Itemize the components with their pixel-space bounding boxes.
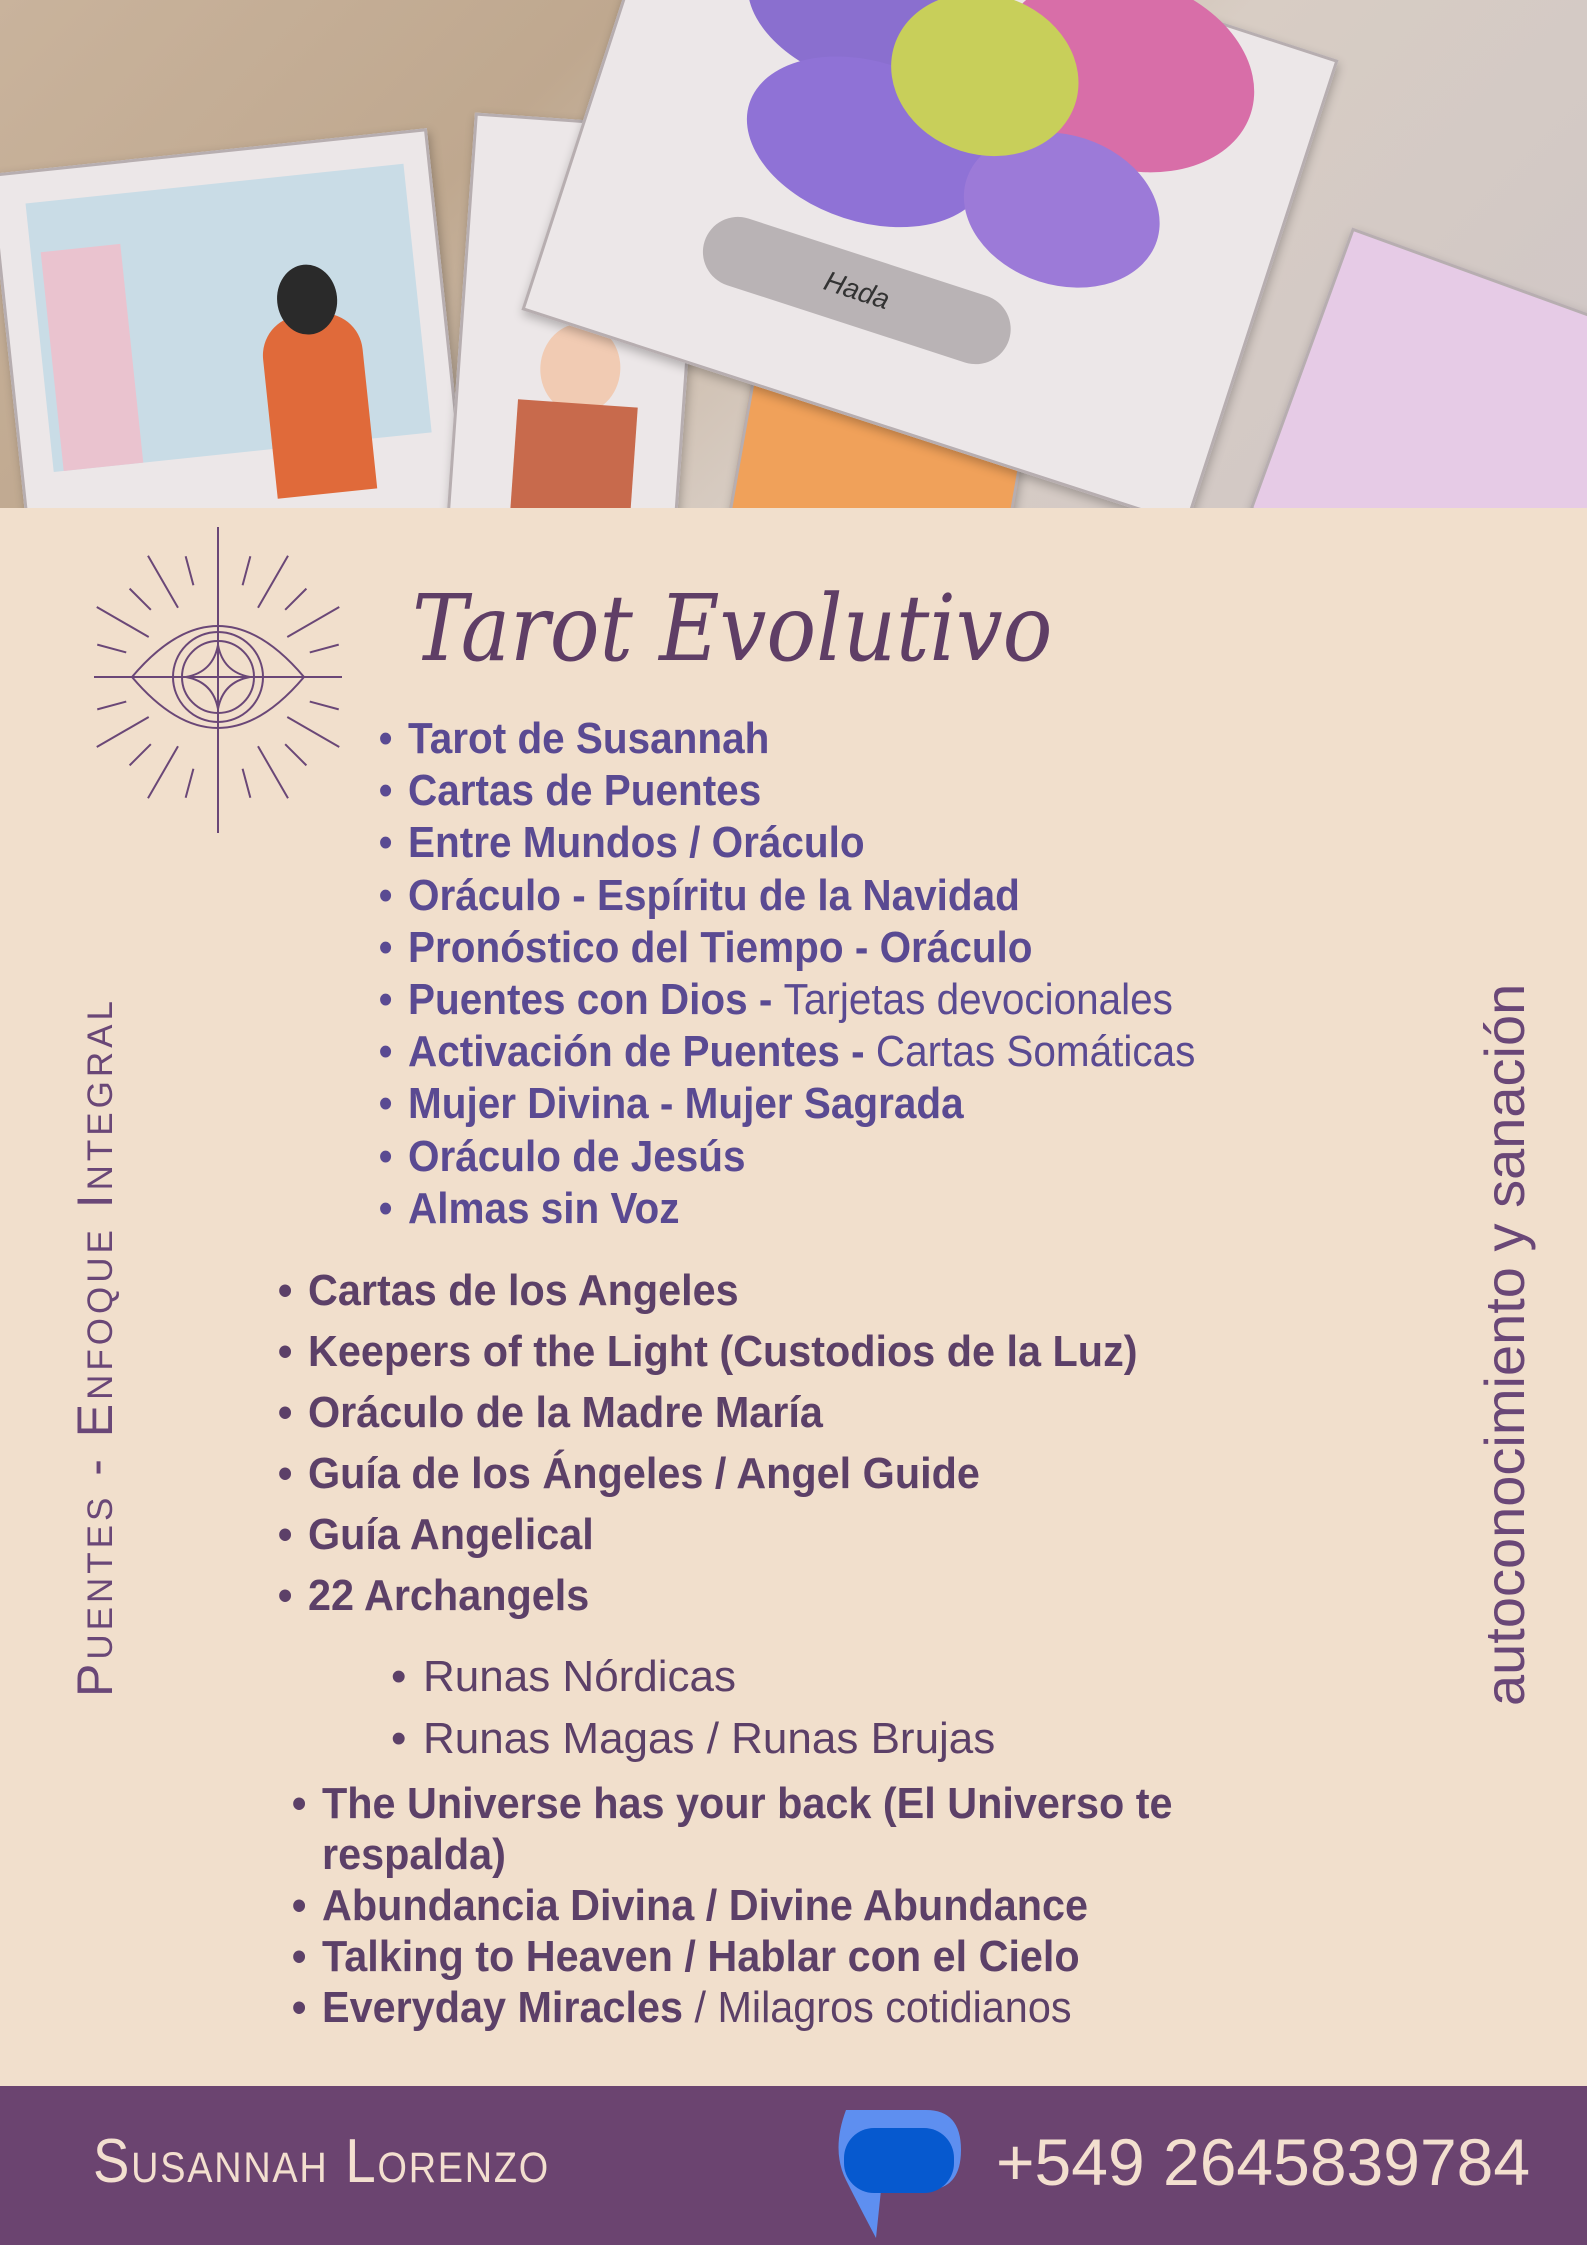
item-subtitle: Tarjetas devocionales	[783, 974, 1173, 1024]
item-title: Cartas de Puentes	[408, 766, 762, 816]
item-title-cont: respalda)	[322, 1830, 506, 1879]
list-item: • Runas Magas / Runas Brujas	[423, 1709, 995, 1771]
footer-phone[interactable]: +549 2645839784	[996, 2125, 1531, 2199]
footer-name: Susannah Lorenzo	[93, 2127, 550, 2196]
list-item	[408, 870, 1195, 922]
side-label-right: autoconocimiento y sanación	[1473, 983, 1536, 1706]
list-item: • Guía Angelical	[308, 1506, 1138, 1567]
list-item	[322, 1880, 1172, 1931]
list-decks-universe	[322, 1778, 1227, 2033]
card-label: Hada	[694, 208, 1020, 373]
header-photo	[0, 0, 1587, 508]
list-item	[408, 974, 1195, 1026]
list-item	[408, 922, 1195, 974]
list-item: • Oráculo de la Madre María	[308, 1384, 1138, 1445]
page-title: Tarot Evolutivo	[412, 575, 1053, 682]
list-item	[408, 1078, 1195, 1130]
item-title: Tarot de Susannah	[408, 714, 770, 763]
item-subtitle: Cartas Somáticas	[875, 1027, 1196, 1077]
card-purple	[1250, 227, 1587, 508]
footer	[0, 2086, 1587, 2245]
item-title: Oráculo - Espíritu de la Navidad	[408, 870, 1020, 920]
item-title: Oráculo de Jesús	[408, 1131, 746, 1181]
item-title: Talking to Heaven / Hablar con el Cielo	[322, 1932, 1080, 1981]
list-item	[408, 765, 1195, 817]
item-subtitle: / Milagros cotidianos	[694, 1983, 1072, 2032]
chat-bubble-icon[interactable]	[826, 2100, 966, 2240]
list-item: • Guía de los Ángeles / Angel Guide	[308, 1445, 1138, 1506]
item-title: Almas sin Voz	[408, 1183, 680, 1233]
item-title: Abundancia Divina / Divine Abundance	[322, 1881, 1089, 1930]
list-item: • Keepers of the Light (Custodios de la Luz)	[308, 1323, 1138, 1384]
eye-icon	[92, 525, 344, 835]
list-item	[322, 1931, 1172, 1982]
list-item	[408, 817, 1195, 869]
list-item: • Runas Nórdicas	[423, 1647, 995, 1709]
side-label-left: Puentes - Enfoque Integral	[67, 997, 123, 1697]
item-title: The Universe has your back (El Universo te	[322, 1779, 1173, 1828]
list-runes	[423, 1647, 995, 1771]
list-item	[322, 1778, 1172, 1880]
item-title: Puentes con Dios -	[408, 974, 784, 1024]
item-title: Pronóstico del Tiempo - Oráculo	[408, 922, 1033, 972]
list-item	[408, 713, 1195, 765]
list-item: • 22 Archangels	[308, 1567, 1138, 1628]
item-title: Mujer Divina - Mujer Sagrada	[408, 1079, 964, 1129]
list-item	[322, 1982, 1172, 2033]
list-decks-angels	[308, 1262, 1190, 1628]
list-decks-primary	[408, 713, 1264, 1235]
list-item: • Cartas de los Angeles	[308, 1262, 1138, 1323]
list-item	[408, 1183, 1195, 1235]
list-item	[408, 1026, 1195, 1078]
list-item	[408, 1131, 1195, 1183]
card-building	[0, 128, 471, 508]
item-title: Everyday Miracles	[322, 1983, 695, 2032]
item-title: Entre Mundos / Oráculo	[408, 818, 865, 868]
item-title: Activación de Puentes -	[408, 1027, 876, 1077]
